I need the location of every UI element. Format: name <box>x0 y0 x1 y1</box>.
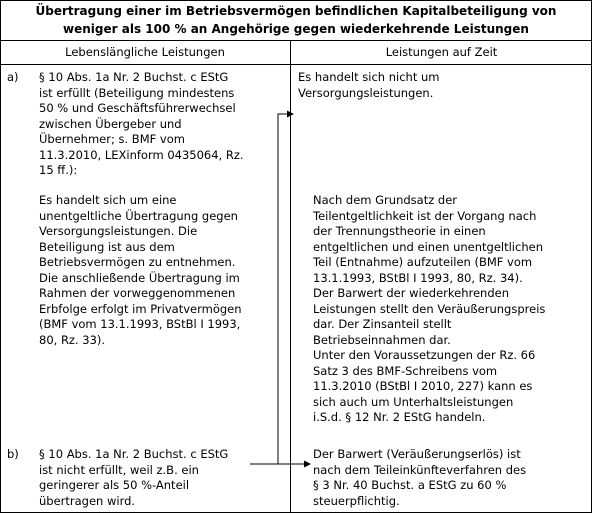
column-header-left: Lebenslängliche Leistungen <box>65 45 225 59</box>
row-a-left-explanation: Es handelt sich um eine unentgeltliche Übertragung gegen Versorgungsleistungen. Die Beteiligung ist aus dem Betriebsvermögen zu entnehmen. Die anschließende Übertragung im Rahmen der vorweggenommenen Erbfolge erfolgt im Privatvermögen (BMF vom 13.1.1993, BStBl I 1993, 80, Rz. 33). <box>39 193 242 347</box>
title-line-2: weniger als 100 % an Angehörige gegen wiederkehrende Leistungen <box>63 22 529 36</box>
arrow-to-not-pension <box>250 114 293 464</box>
row-b-marker: b) <box>7 447 19 461</box>
title-line-1: Übertragung einer im Betriebsvermögen befindlichen Kapitalbeteiligung von <box>35 4 557 18</box>
column-header-right: Leistungen auf Zeit <box>385 45 498 59</box>
row-b-right-explanation: Der Barwert (Veräußerungserlös) ist nach dem Teileinkünfteverfahren des § 3 Nr. 40 Buchst. a EStG zu 60 % steuerpflichtig. <box>313 447 527 508</box>
row-a-right-short: Es handelt sich nicht um Versorgungsleistungen. <box>298 70 440 100</box>
row-b-left-condition: § 10 Abs. 1a Nr. 2 Buchst. c EStG ist nicht erfüllt, weil z.B. ein geringerer als 50 %-Anteil übertragen wird. <box>39 447 229 508</box>
row-a-marker: a) <box>7 70 19 84</box>
row-a-right-explanation: Nach dem Grundsatz der Teilentgeltlichkeit ist der Vorgang nach der Trennungstheorie in einen entgeltlichen und einen unentgeltlichen Teil (Entnahme) aufzuteilen (BMF vom 13.1.1993, BStBl I 1993, 80, Rz. 34). Der Barwert der wiederkehrenden Leistungen stellt den Veräußerungspreis dar. Der Zinsanteil stellt Betriebseinnahmen dar. Unter den Voraussetzungen der Rz. 66 Satz 3 des BMF-Schreibens vom 11.3.2010 (BStBl I 2010, 227) kann es sich auch um Unterhaltsleistungen i.S.d. § 12 Nr. 2 EStG handeln. <box>313 193 546 424</box>
row-a-left-condition: § 10 Abs. 1a Nr. 2 Buchst. c EStG ist erfüllt (Beteiligung mindestens 50 % und Geschäftsführerwechsel zwischen Übergeber und Übernehmer; s. BMF vom 11.3.2010, LEXinform 0435064, Rz. 15 ff.): <box>39 70 244 177</box>
